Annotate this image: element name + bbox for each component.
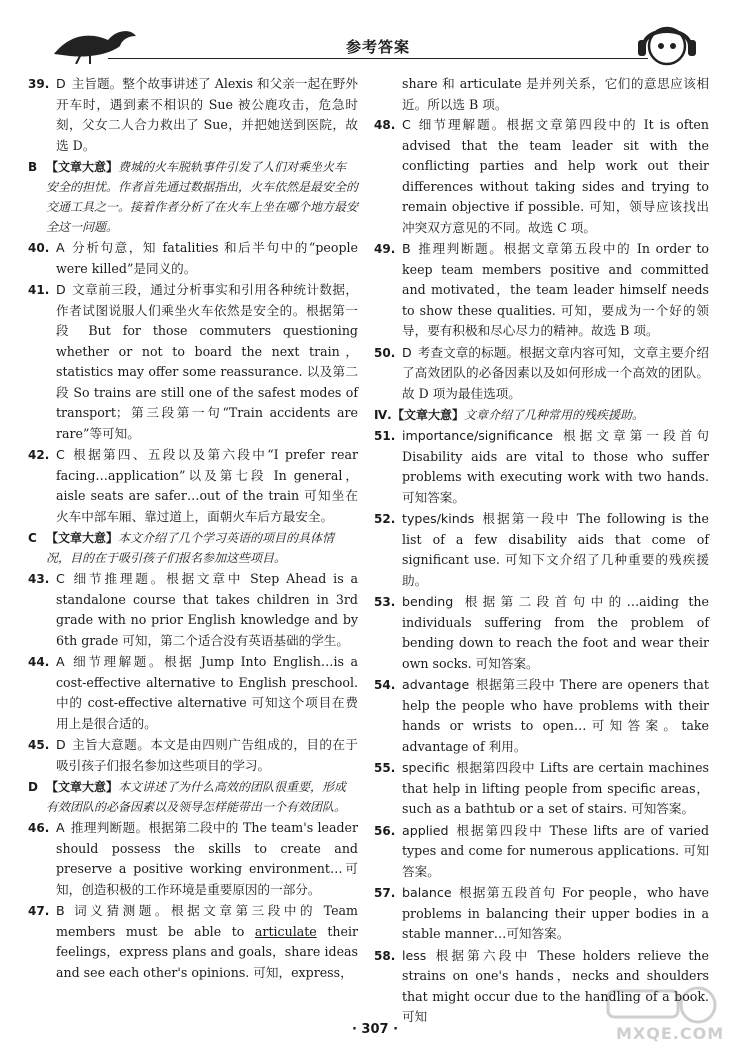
- question-number: 53.: [374, 595, 396, 609]
- answer-explanation: 细节理解题。根据文章第四段中的 It is often advised that the team leader sit with the conflicting parties and help work out their differences without taking sides and trying to remain objective if possible. 可知，领导应该找出冲突双方意见的不同。故选 C 项。: [402, 117, 709, 235]
- answer-explanation-cont: their feelings，express plans and goals，share ideas and see each other's opinions. 可知，express，: [56, 923, 358, 980]
- summary-label: C: [28, 531, 37, 545]
- answer-key: B: [56, 903, 65, 918]
- page-number: · 307 ·: [351, 1022, 399, 1037]
- answer-item: [28, 238, 358, 279]
- summary-tag: 【文章大意】: [46, 780, 119, 794]
- answer-item: [28, 901, 358, 983]
- summary-text: 文章介绍了几种常用的残疾援助。: [464, 408, 645, 422]
- question-number: 45.: [28, 738, 50, 752]
- question-number: 57.: [374, 886, 396, 900]
- question-number: 47.: [28, 904, 50, 918]
- summary-block: [28, 157, 358, 237]
- answer-explanation: 根据第四、五段以及第六段中“I prefer rear facing…application”以及第七段 In general，aisle seats are safer…out of the train 可知坐在火车中部车厢、靠过道上，面朝火车后方最安全。: [56, 447, 358, 524]
- answer-item: [28, 280, 358, 444]
- answer-item: [28, 569, 358, 651]
- answer-item: [374, 758, 709, 820]
- summary-label: Ⅳ.: [374, 408, 392, 422]
- answer-item: [374, 592, 709, 674]
- answer-key: C: [402, 117, 411, 132]
- answer-key: specific: [402, 760, 450, 775]
- answer-key: B: [402, 241, 411, 256]
- answer-explanation: 主旨大意题。本文是由四则广告组成的，目的在于吸引孩子们报名参加这些项目的学习。: [56, 737, 358, 773]
- answer-key: importance/significance: [402, 428, 553, 443]
- summary-text: 本文介绍了几个学习英语的项目的具体情况，目的在于吸引孩子们报名参加这些项目。: [46, 531, 335, 565]
- answer-item: [28, 735, 358, 776]
- question-number: 43.: [28, 572, 50, 586]
- question-number: 41.: [28, 283, 50, 297]
- question-number: 40.: [28, 241, 50, 255]
- answer-key: D: [56, 737, 66, 752]
- answer-key: bending: [402, 594, 454, 609]
- answer-explanation: 根据第四段中 These lifts are of varied types and come for numerous applications. 可知答案。: [402, 822, 709, 879]
- summary-label: D: [28, 780, 38, 794]
- answer-item: [28, 652, 358, 734]
- answer-explanation: 根据第三段中 There are openers that help the people who have problems with their hands or wrists to open…可知答案。take advantage of 利用。: [402, 677, 709, 754]
- page-title: 参考答案: [345, 38, 410, 56]
- answer-explanation: 根据文章第一段首句 Disability aids are vital to those who suffer problems with executing work with two hands. 可知答案。: [402, 428, 709, 505]
- summary-text: 本文讲述了为什么高效的团队很重要，形成有效团队的必备因素以及领导怎样能带出一个有效团队。: [46, 780, 347, 814]
- question-number: 46.: [28, 821, 50, 835]
- answer-explanation: 根据第六段中 These holders relieve the strains on one's hands，necks and shoulders that might occur due to the handling of a book. 可知: [402, 947, 709, 1024]
- answer-key: D: [56, 282, 66, 297]
- answer-item: [28, 445, 358, 527]
- answer-key: applied: [402, 822, 449, 838]
- answer-explanation: 推理判断题。根据文章第五段中的 In order to keep team members positive and committed and motivated，the team leader himself needs to show these qualities. 可知，要成为一个好的领导，要有积极和尽心尽力的精神。故选 B 项。: [402, 241, 709, 338]
- answer-key: D: [56, 76, 66, 91]
- answer-key: less: [402, 947, 427, 963]
- continuation-text: share 和 articulate 是并列关系，它们的意思应该相近。所以选 B 项。: [402, 76, 709, 112]
- answer-item: [28, 74, 358, 156]
- question-number: 39.: [28, 77, 50, 91]
- watermark-logo-icon: [598, 985, 738, 1025]
- answer-item: [374, 426, 709, 508]
- right-column: [374, 74, 709, 1029]
- question-number: 58.: [374, 948, 396, 963]
- summary-block: [28, 528, 358, 568]
- answer-key: A: [56, 240, 65, 255]
- summary-tag: 【文章大意】: [392, 408, 465, 422]
- summary-text: 费城的火车脱轨事件引发了人们对乘坐火车安全的担忧。作者首先通过数据指出，火车依然是最安全的交通工具之一。接着作者分析了在火车上坐在哪个地方最安全这一问题。: [46, 160, 359, 234]
- watermark-text: MXQE.COM: [616, 1024, 725, 1043]
- summary-tag: 【文章大意】: [46, 531, 119, 545]
- question-number: 55.: [374, 761, 396, 775]
- answer-item: [374, 115, 709, 238]
- answer-item: [374, 239, 709, 342]
- underlined-word: articulate: [254, 923, 317, 939]
- question-number: 56.: [374, 823, 396, 838]
- answer-explanation: 细节推理题。根据文章中 Step Ahead is a standalone course that takes children in 3rd grade with no prior English knowledge and by 6th grade 可知，第二个适合没有英语基础的学生。: [56, 571, 358, 648]
- summary-tag: 【文章大意】: [46, 160, 119, 174]
- answer-explanation: 推理判断题。根据第二段中的 The team's leader should possess the skills to create and preserve a positive working environment…可知，创造积极的工作环境是重要原因的一部分。: [56, 820, 358, 897]
- header-rule: [108, 58, 648, 59]
- answer-item: [28, 818, 358, 900]
- answer-explanation: 考查文章的标题。根据文章内容可知，文章主要介绍了高效团队的必备因素以及如何形成一个高效的团队。故 D 项为最佳选项。: [402, 344, 709, 401]
- answer-item: [374, 675, 709, 757]
- answer-key: balance: [402, 885, 452, 900]
- summary-block: [28, 777, 358, 817]
- question-number: 42.: [28, 448, 50, 462]
- answer-explanation: 根据第一段中 The following is the list of a few disability aids that come of significant use. 可知下文介绍了几种重要的残疾援助。: [402, 511, 709, 588]
- answer-key: C: [56, 571, 65, 586]
- question-number: 52.: [374, 512, 396, 526]
- question-number: 44.: [28, 655, 50, 669]
- answer-explanation: 主旨题。整个故事讲述了 Alexis 和父亲一起在野外开车时，遇到素不相识的 Sue 被公鹿攻击，危急时刻，父女二人合力救出了 Sue，并把她送到医院，故选 D。: [56, 76, 358, 153]
- answer-explanation: 文章前三段，通过分析事实和引用各种统计数据，作者试图说服人们乘坐火车依然是安全的。根据第一段 But for those commuters questioning whether or not to board the next train，statistics may offer some reassurance. 以及第二段 So trains are still one of the safest modes of transport；第三段第一句“Train accidents are rare”等可知。: [56, 282, 358, 441]
- summary-label: B: [28, 160, 38, 174]
- answer-explanation: 分析句意，知 fatalities 和后半句中的“people were killed”是同义的。: [56, 240, 358, 276]
- summary-block: [374, 405, 709, 425]
- answer-key: A: [56, 654, 65, 669]
- left-column: [28, 74, 358, 984]
- question-number: 51.: [374, 429, 396, 443]
- answer-item: [374, 821, 709, 883]
- answer-key: advantage: [402, 677, 470, 692]
- question-number: 50.: [374, 345, 396, 360]
- answer-key: C: [56, 447, 65, 462]
- answer-key: D: [402, 344, 412, 360]
- answer-explanation: 根据第二段首句中的…aiding the individuals suffering from the problem of bending down to reach the foot and wear their own socks. 可知答案。: [402, 594, 709, 671]
- answer-item: [374, 883, 709, 945]
- answer-item: [374, 343, 709, 405]
- watermark: [598, 985, 738, 1047]
- question-number: 49.: [374, 242, 396, 256]
- answer-explanation: 细节理解题。根据 Jump Into English…is a cost-effective alternative to English preschool. 中的 cost-effective alternative 可知这个项目在费用上是很合适的。: [56, 654, 358, 731]
- question-number: 48.: [374, 118, 396, 132]
- answer-explanation: 根据第五段首句 For people，who have problems in balancing their upper bodies in a stable manner…可知答案。: [402, 885, 709, 941]
- answer-key: A: [56, 820, 65, 835]
- answer-explanation: 词义猜测题。根据文章第三段中的 Team members must be able to: [56, 903, 358, 939]
- answer-key: types/kinds: [402, 511, 475, 526]
- answer-explanation: 根据第四段中 Lifts are certain machines that help in lifting people from specific areas，such as a bathtub or a set of stairs. 可知答案。: [402, 760, 709, 816]
- question-number: 54.: [374, 678, 396, 692]
- answer-item: [374, 509, 709, 591]
- page-header: [28, 0, 728, 68]
- headphone-face-icon: [632, 20, 702, 68]
